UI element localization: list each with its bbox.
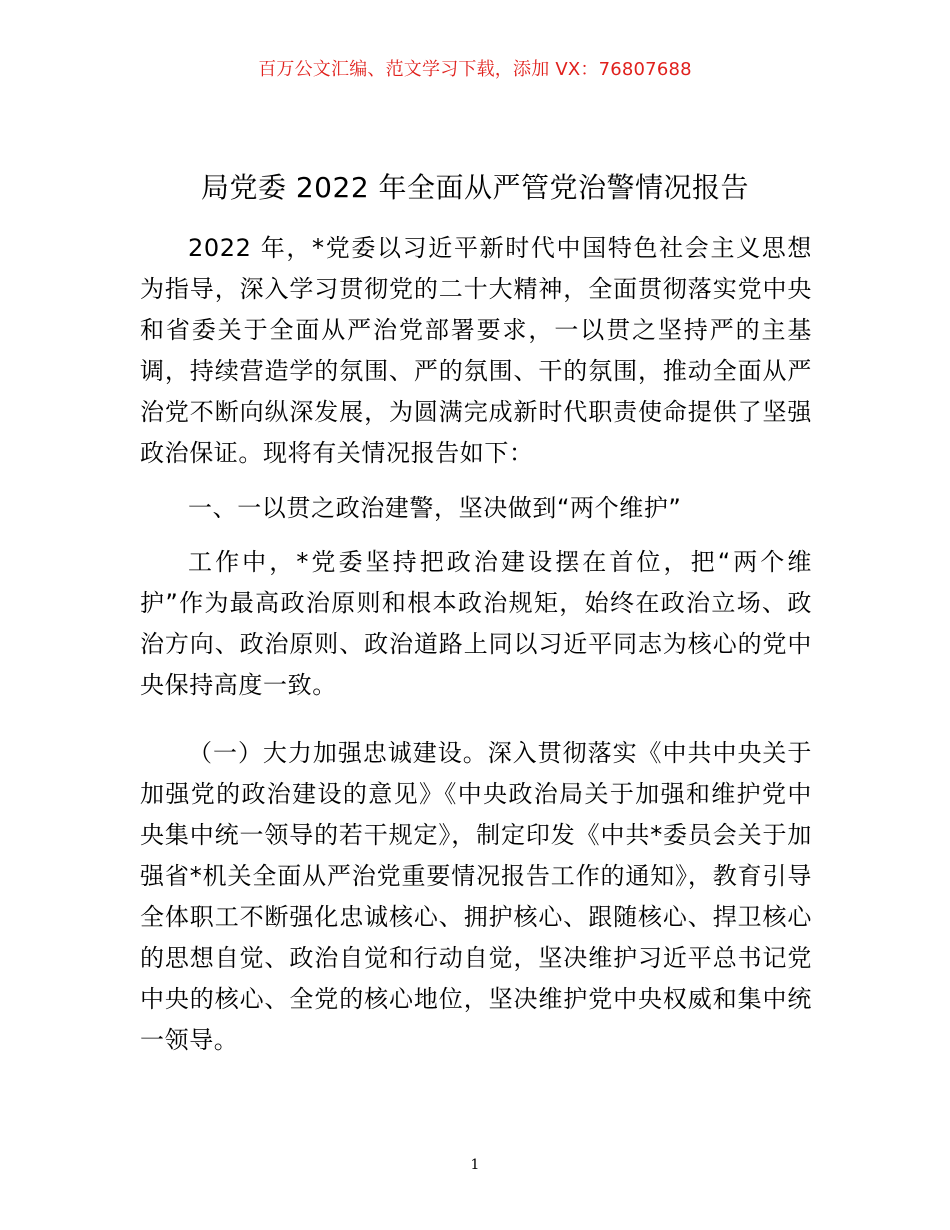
page-number: 1	[470, 1157, 480, 1173]
section-heading: 一、一以贯之政治建警，坚决做到“两个维护”	[188, 494, 682, 522]
header-watermark: 百万公文汇编、范文学习下载，添加 VX：76807688	[258, 59, 692, 80]
intro-paragraph: 2022 年，*党委以习近平新时代中国特色社会主义思想为指导，深入学习贯彻党的二十大精神，全面贯彻落实党中央和省委关于全面从严治党部署要求，一以贯之坚持严的主基调，持续营造学的氛围、严的氛围、干的氛围，推动全面从严治党不断向纵深发展，为圆满完成新时代职责使命提供了坚强政治保证。现将有关情况报告如下：	[140, 234, 812, 467]
document-body	[140, 228, 812, 1061]
section-paragraph: 工作中，*党委坚持把政治建设摆在首位，把“两个维护”作为最高政治原则和根本政治规矩，始终在政治立场、政治方向、政治原则、政治道路上同以习近平同志为核心的党中央保持高度一致。	[140, 548, 812, 699]
subsection-paragraph: （一）大力加强忠诚建设。深入贯彻落实《中共中央关于加强党的政治建设的意见》《中央政治局关于加强和维护党中央集中统一领导的若干规定》，制定印发《中共*委员会关于加强省*机关全面从严治党重要情况报告工作的通知》，教育引导全体职工不断强化忠诚核心、拥护核心、跟随核心、捍卫核心的思想自觉、政治自觉和行动自觉，坚决维护习近平总书记党中央的核心、全党的核心地位，坚决维护党中央权威和集中统一领导。	[140, 739, 812, 1054]
document-title: 局党委 2022 年全面从严管党治警情况报告	[200, 171, 750, 204]
